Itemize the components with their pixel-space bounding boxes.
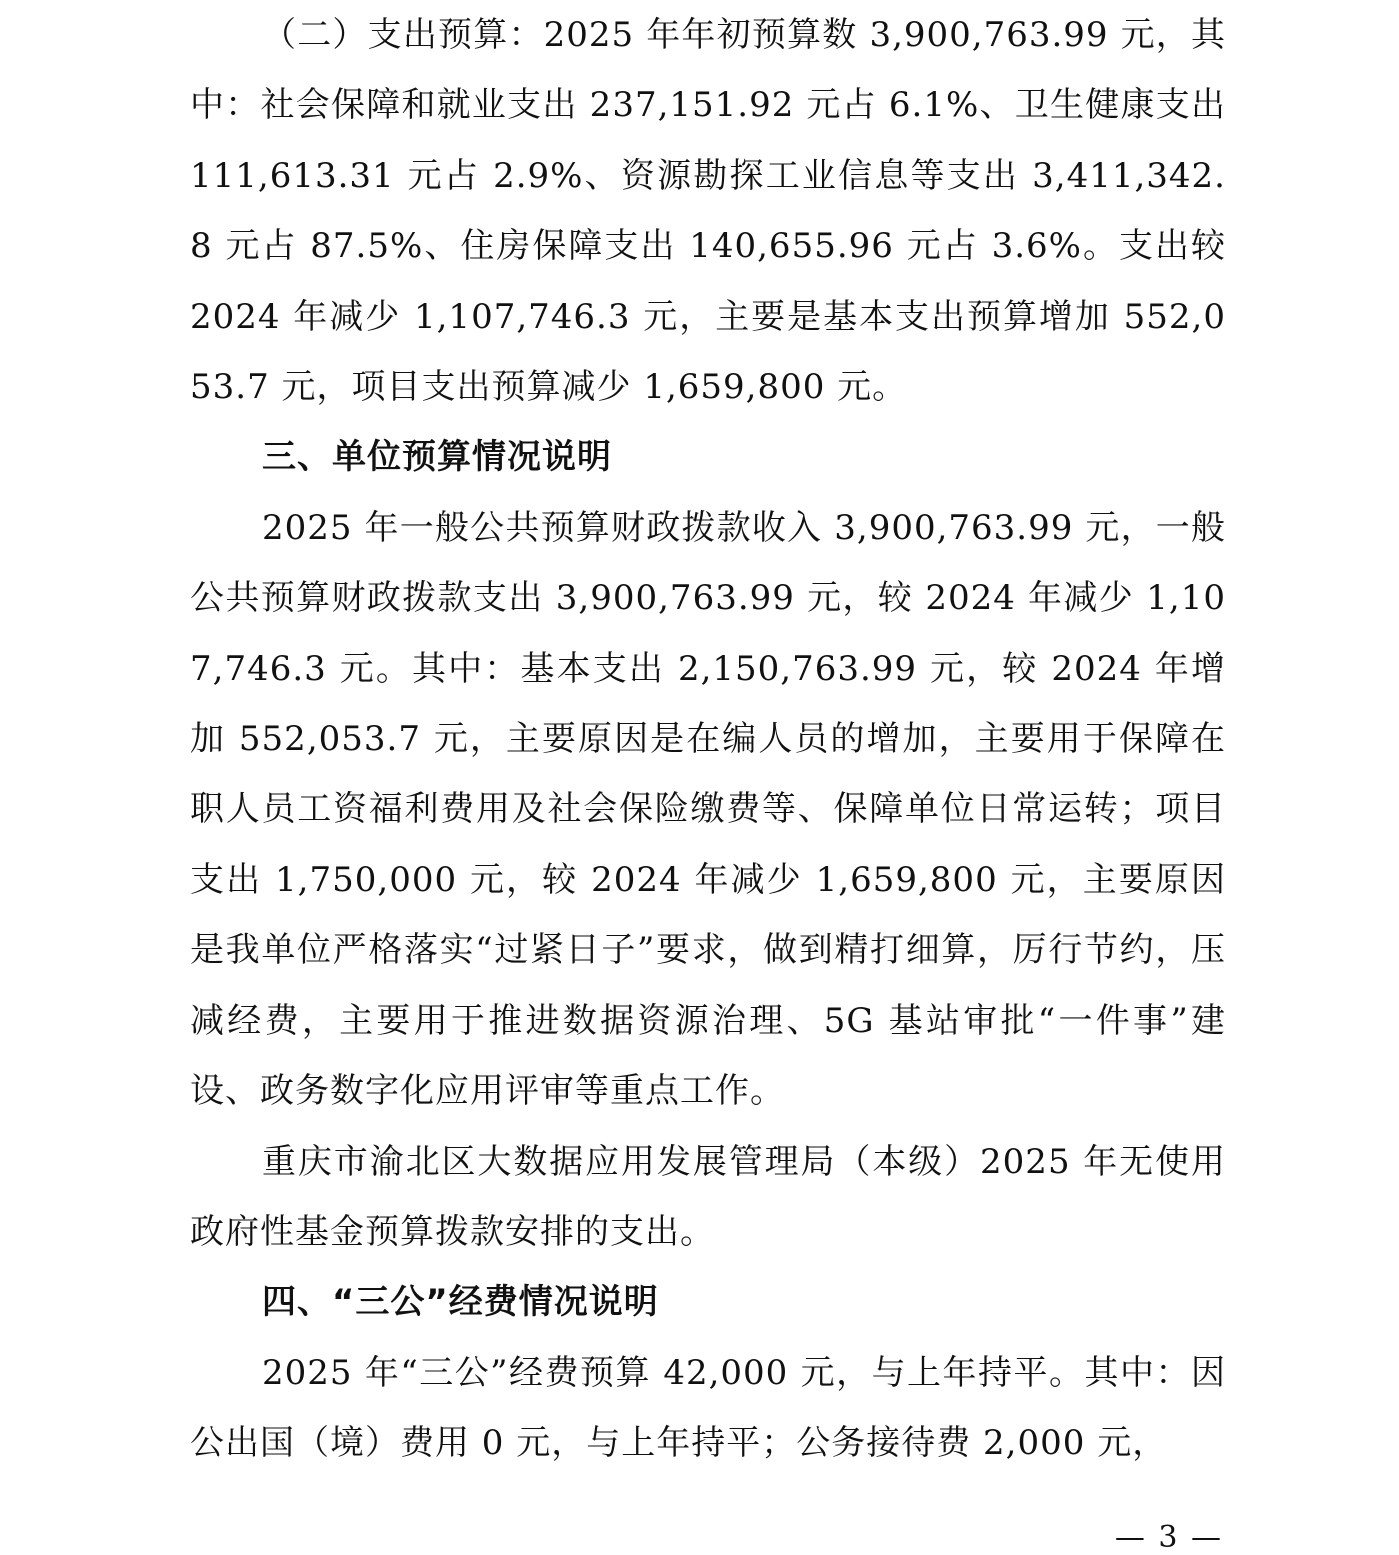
paragraph-three-public-expenses: 2025 年“三公”经费预算 42,000 元，与上年持平。其中：因公出国（境）费用 0 元，与上年持平；公务接待费 2,000 元， [190,1352,1226,1464]
page-number: — 3 — [1114,1520,1223,1555]
paragraph-government-fund: 重庆市渝北区大数据应用发展管理局（本级）2025 年无使用政府性基金预算拨款安排的支出。 [190,1141,1226,1252]
heading-unit-budget: 三、单位预算情况说明 [262,437,612,478]
heading-three-public-expenses: 四、“三公”经费情况说明 [262,1282,659,1323]
paragraph-expenditure-budget: （二）支出预算：2025 年年初预算数 3,900,763.99 元，其中：社会保障和就业支出 237,151.92 元占 6.1%、卫生健康支出 111,613.31 元占 2.9%、资源勘探工业信息等支出 3,411,342.8 元占 87.5%、住房保障支出 140,655.96 元占 3.6%。支出较 2024 年减少 1,107,746.3 元，主要是基本支出预算增加 552,053.7 元，项目支出预算减少 1,659,800 元。 [190,15,1226,408]
document-body [190,0,1226,1479]
paragraph-general-budget: 2025 年一般公共预算财政拨款收入 3,900,763.99 元，一般公共预算财政拨款支出 3,900,763.99 元，较 2024 年减少 1,107,746.3 元。其中：基本支出 2,150,763.99 元，较 2024 年增加 552,053.7 元，主要原因是在编人员的增加，主要用于保障在职人员工资福利费用及社会保险缴费等、保障单位日常运转；项目支出 1,750,000 元，较 2024 年减少 1,659,800 元，主要原因是我单位严格落实“过紧日子”要求，做到精打细算，厉行节约，压减经费，主要用于推进数据资源治理、5G 基站审批“一件事”建设、政务数字化应用评审等重点工作。 [190,507,1226,1112]
